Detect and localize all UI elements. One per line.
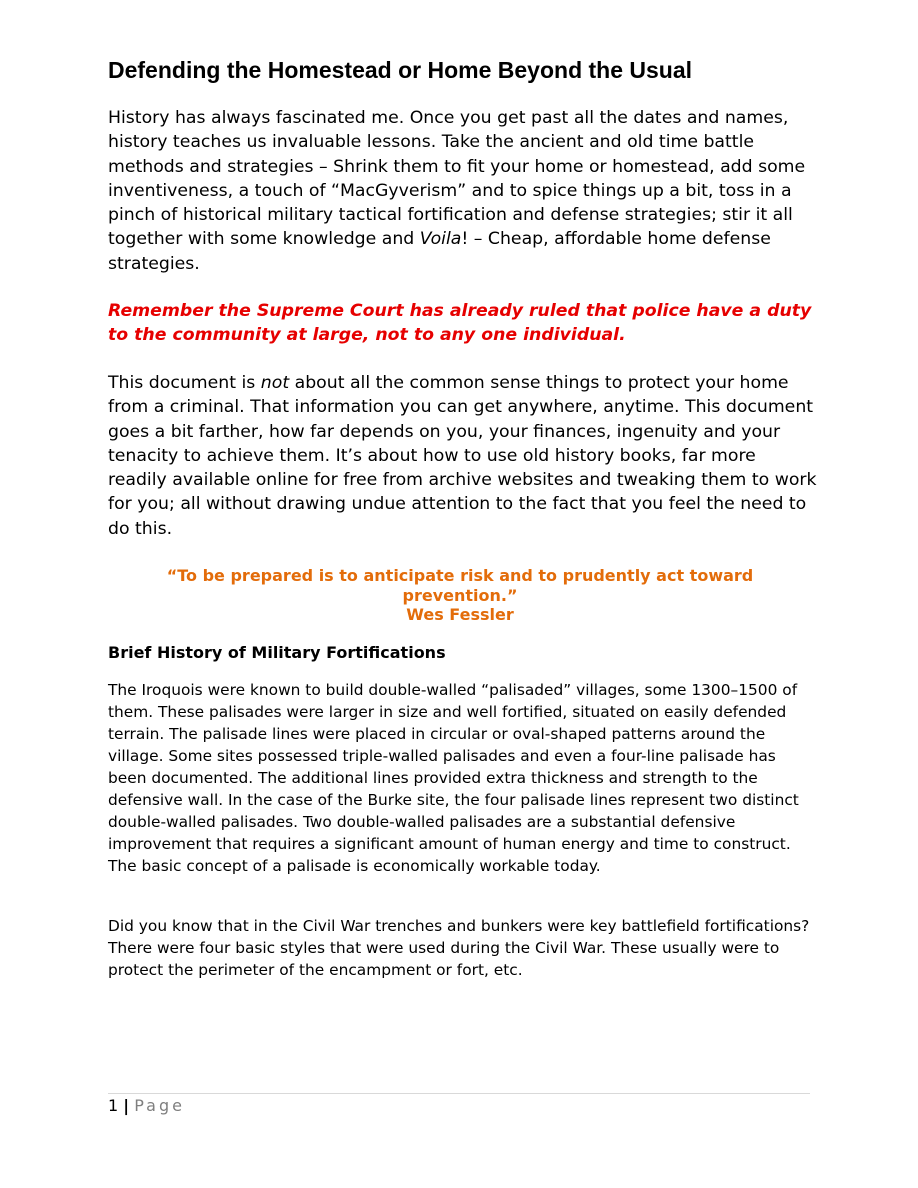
purpose-paragraph (108, 371, 818, 541)
intro-paragraph (108, 106, 818, 276)
footer-separator: | (123, 1096, 130, 1115)
document-title: Defending the Homestead or Home Beyond the Usual (108, 57, 693, 83)
quote-block (108, 566, 812, 625)
page-label: Page (134, 1096, 185, 1115)
civil-war-paragraph: Did you know that in the Civil War trenches and bunkers were key battlefield fortifications? There were four basic styles that were used during the Civil War. These usually were to protect the perimeter of the encampment or fort, etc. (108, 917, 810, 979)
intro-text-2: ! – Cheap, affordable home defense strategies. (108, 229, 771, 274)
alert-paragraph: Remember the Supreme Court has already ruled that police have a duty to the community at large, not to any one individual. (108, 301, 812, 346)
page-number: 1 (108, 1096, 119, 1115)
section-heading: Brief History of Military Fortifications (108, 643, 446, 662)
purpose-text-1: This document is (108, 373, 261, 393)
intro-text-1: History has always fascinated me. Once you get past all the dates and names, history teaches us invaluable lessons. Take the ancient and old time battle methods and strategies – Shrink them to fit your home or homestead, add some inventiveness, a touch of “MacGyverism” and to spice things up a bit, toss in a pinch of historical military tactical fortification and defense strategies; stir it all together with some knowledge and (108, 108, 806, 250)
quote-text: “To be prepared is to anticipate risk and to prudently act toward prevention.” (166, 566, 754, 605)
footer-divider (108, 1093, 810, 1094)
page-footer (108, 1095, 185, 1117)
purpose-text-2: about all the common sense things to protect your home from a criminal. That information you can get anywhere, anytime. This document goes a bit farther, how far depends on you, your finances, ingenuity and your tenacity to achieve them. It’s about how to use old history books, far more readily available online for free from archive websites and tweaking them to work for you; all without drawing undue attention to the fact that you feel the need to do this. (108, 373, 817, 539)
purpose-italic-word: not (260, 373, 290, 393)
intro-italic-word: Voila (419, 229, 462, 250)
iroquois-paragraph: The Iroquois were known to build double-walled “palisaded” villages, some 1300–1500 of them. These palisades were larger in size and well fortified, situated on easily defended terrain. The palisade lines were placed in circular or oval-shaped patterns around the village. Some sites possessed triple-walled palisades and even a four-line palisade has been documented. The additional lines provided extra thickness and strength to the defensive wall. In the case of the Burke site, the four palisade lines represent two distinct double-walled palisades. Two double-walled palisades are a substantial defensive improvement that requires a significant amount of human energy and time to construct. The basic concept of a palisade is economically workable today. (108, 681, 799, 875)
quote-author: Wes Fessler (406, 605, 514, 624)
